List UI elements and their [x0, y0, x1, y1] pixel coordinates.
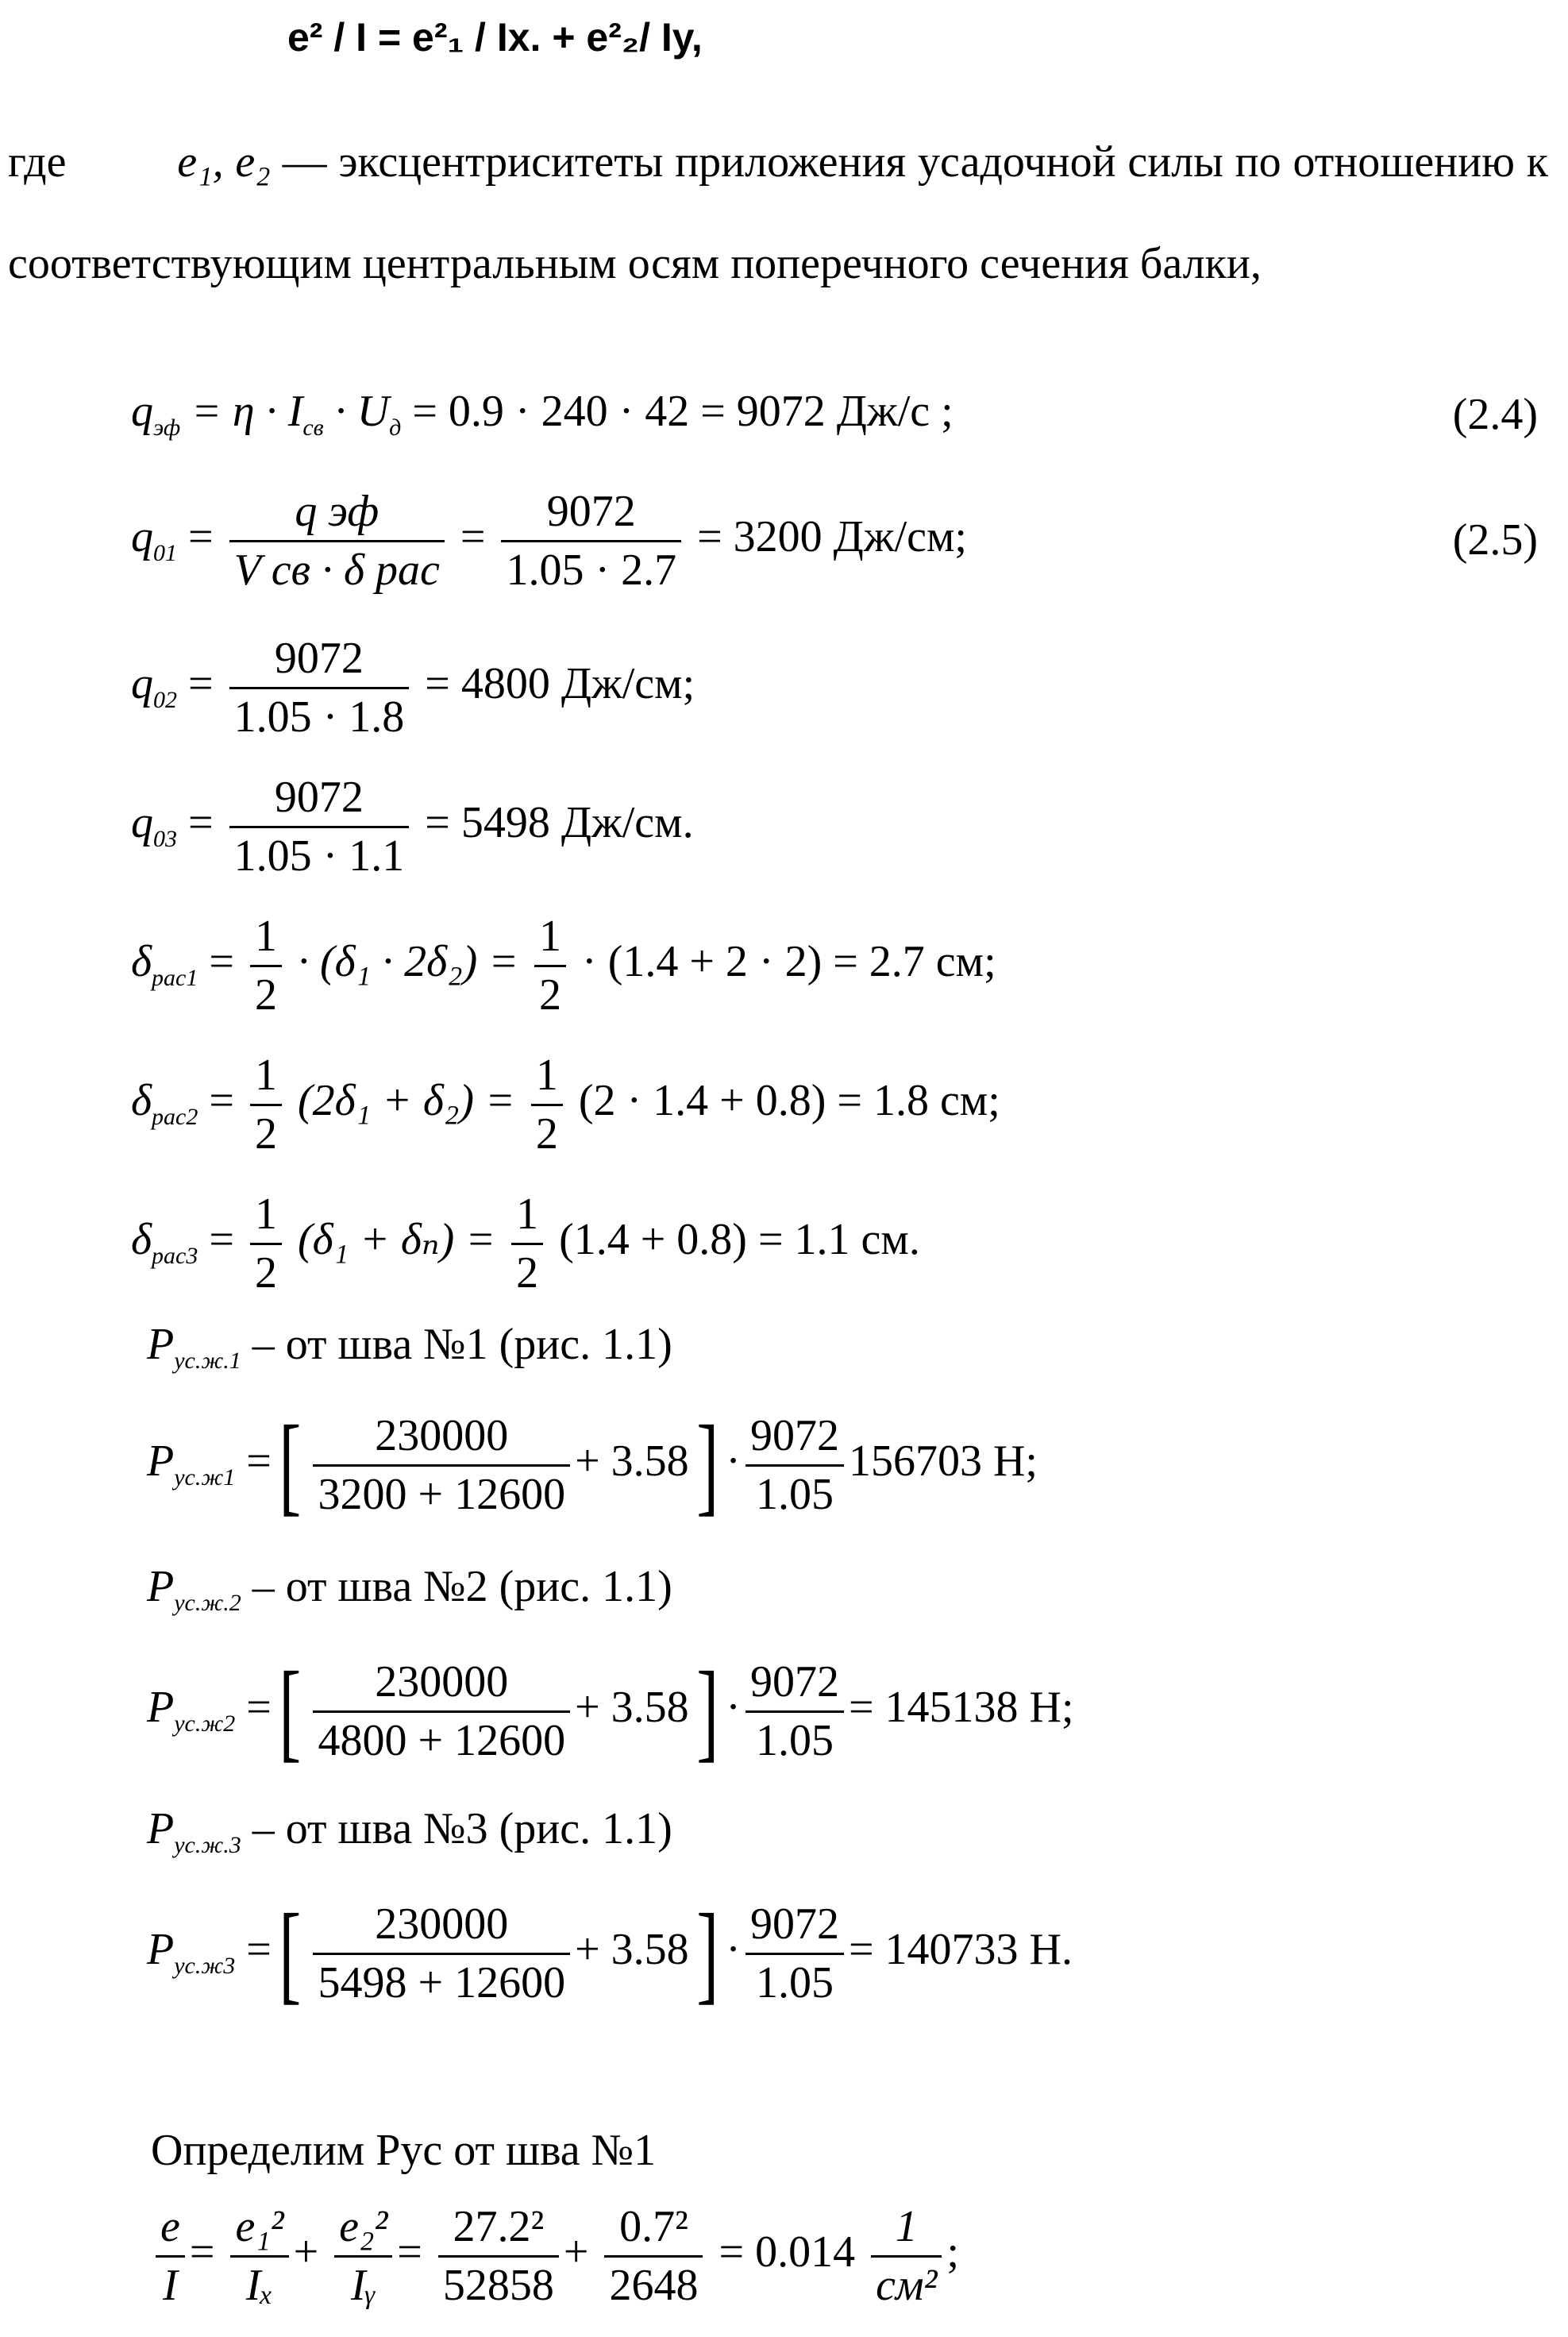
equation-delta-1: $\delta_{рас1}$ = $\frac{1}{2}$ · (δ₁ · 2δ₂) = $\frac{1}{2}$ · (1.4 + 2 · 2) = 2.7 см; — [131, 912, 996, 1020]
eq-top-rhs: = e²₁ / Ix. + e²₂/ Iy, — [377, 15, 703, 60]
equation-eccentricity-ratio: $\frac{e}{I}$ = $\frac{\text{e₁²}}{\text{Iₓ}}$ + $\frac{\text{e₂²}}{\text{Iᵧ}}$ = $\frac{\text{27.2²}}{52858}$ + $\frac{\text{0.7²}}{2648}$ = 0.014 $\frac{1}{\text{см²}}$ ; — [151, 2204, 959, 2309]
fraction-9072-over: $\frac{9072}{1.05 \cdot 2.7}$ — [501, 488, 681, 594]
eq-top-lhs: e² / I — [287, 15, 368, 60]
equation-eccentricity-sum — [287, 15, 703, 60]
equation-number-2-4: (2.4) — [1452, 390, 1538, 439]
equation-q03: $q_{03}$ = $\frac{9072}{1.05 \cdot 1.1}$ = 5498 Дж/см. — [131, 773, 694, 881]
equation-delta-2: $\delta_{рас2}$ = $\frac{1}{2}$ (2δ₁ + δ₂) = $\frac{1}{2}$ (2 · 1.4 + 0.8) = 1.8 см; — [131, 1051, 1000, 1159]
paragraph-eccentricity-definition — [8, 111, 1548, 314]
equation-delta-3: $\delta_{рас3}$ = $\frac{1}{2}$ (δ₁ + δₙ) = $\frac{1}{2}$ (1.4 + 0.8) = 1.1 см. — [131, 1190, 920, 1298]
equation-p-shrink-2: $P_{ус.ж2}$ =[ $\frac{230000}{4800 + 12600}$ + 3.58] · $\frac{9072}{1.05}$ = 145138 Н; — [147, 1649, 1074, 1772]
para-text: — эксцентриситеты приложения усадочной силы по отношению к соответствующим центральным осям поперечного сечения балки, — [8, 137, 1549, 288]
equation-q02: $q_{02}$ = $\frac{9072}{1.05 \cdot 1.8}$ = 4800 Дж/см; — [131, 634, 695, 742]
para-symbols: e₁, e₂ — [177, 137, 271, 187]
para-lead: где — [8, 137, 67, 187]
p-shrink-1-label: $P_{ус.ж.1}$ – от шва №1 (рис. 1.1) — [147, 1320, 672, 1374]
equation-q-eff: $q_{эф} = \eta \cdot I_{св} \cdot U_д = 0.9 \cdot 240 \cdot 42 = 9072$ Дж/с ; — [131, 387, 954, 441]
p-shrink-2-label: $P_{ус.ж.2}$ – от шва №2 (рис. 1.1) — [147, 1562, 672, 1616]
equation-p-shrink-1: $P_{ус.ж1}$ =[ $\frac{230000}{3200 + 12600}$ + 3.58] · $\frac{9072}{1.05}$ 156703 Н; — [147, 1403, 1038, 1526]
equation-q01: $q_{01}$ = $\frac{\text{q эф}}{\text{V св · δ рас}}$ = $\frac{9072}{1.05 \cdot 2.7}$ = 3200 Дж/см; — [131, 487, 967, 595]
fraction-q-eff-over: $\frac{\text{q эф}}{\text{V св · δ рас}}$ — [229, 488, 445, 594]
p-shrink-3-label: $P_{ус.ж.3}$ – от шва №3 (рис. 1.1) — [147, 1804, 672, 1858]
equation-number-2-5: (2.5) — [1452, 515, 1538, 565]
heading-determine-p-shrink: Определим Рус от шва №1 — [151, 2126, 657, 2175]
equation-p-shrink-3: $P_{ус.ж3}$ =[ $\frac{230000}{5498 + 12600}$ + 3.58] · $\frac{9072}{1.05}$ = 140733 Н. — [147, 1892, 1073, 2015]
